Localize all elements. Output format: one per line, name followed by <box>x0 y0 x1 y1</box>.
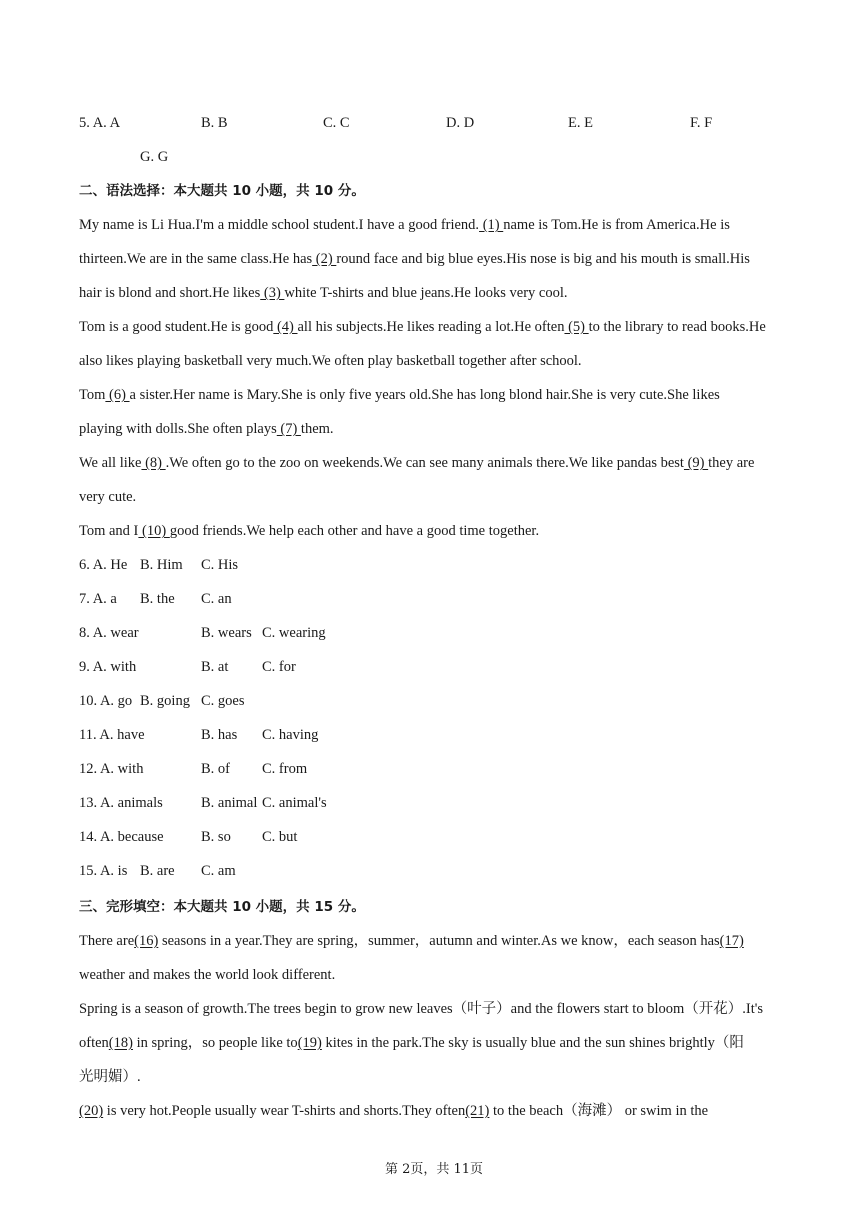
blank-21: (21) <box>465 1103 490 1119</box>
option-b: B. the <box>140 591 175 607</box>
blank-17: (17) <box>719 933 744 949</box>
option-a: 14. A. because <box>79 829 164 845</box>
passage-line: hair is blond and short.He likes (3) white T-shirts and blue jeans.He looks very cool. <box>79 285 568 301</box>
blank-8: (8) <box>141 455 166 471</box>
option-a: 9. A. with <box>79 659 137 675</box>
option-c: C. from <box>262 761 308 777</box>
option-c: C. am <box>201 863 236 879</box>
blank-5: (5) <box>564 319 589 335</box>
blank-20: (20) <box>79 1103 104 1119</box>
option-b: B. are <box>140 863 175 879</box>
option-c: C. for <box>262 659 296 675</box>
passage-line: also likes playing basketball very much.We often play basketball together after school. <box>79 353 582 369</box>
option-b: B. B <box>201 115 228 131</box>
option-e: E. E <box>568 115 593 131</box>
passage-line: very cute. <box>79 489 137 505</box>
option-b: B. of <box>201 761 230 777</box>
option-b: B. animal <box>201 795 258 811</box>
option-a: 10. A. go <box>79 693 133 709</box>
blank-3: (3) <box>260 285 285 301</box>
passage-line: Tom (6) a sister.Her name is Mary.She is only five years old.She has long blond hair.She is very cute.She likes <box>79 387 720 403</box>
option-a: 11. A. have <box>79 727 145 743</box>
option-c: C. having <box>262 727 319 743</box>
blank-9: (9) <box>683 455 709 471</box>
blank-1: (1) <box>479 217 504 233</box>
option-c: C. but <box>262 829 298 845</box>
option-a: 13. A. animals <box>79 795 163 811</box>
option-b: B. has <box>201 727 238 743</box>
passage-line: often(18) in spring，so people like to(19) kites in the park.The sky is usually blue and the sun shines brightly（阳 <box>79 1035 744 1051</box>
passage-line: weather and makes the world look different. <box>79 967 336 983</box>
blank-18: (18) <box>108 1035 133 1051</box>
option-c: C. His <box>201 557 239 573</box>
passage-line: playing with dolls.She often plays (7) them. <box>79 421 334 437</box>
passage-line: Tom is a good student.He is good (4) all his subjects.He likes reading a lot.He often (5) to the library to read books.He <box>79 319 766 335</box>
option-c: C. goes <box>201 693 245 709</box>
option-a: 8. A. wear <box>79 625 139 641</box>
option-a: 5. A. A <box>79 115 121 131</box>
option-a: 7. A. a <box>79 591 117 607</box>
option-c: C. an <box>201 591 232 607</box>
option-b: B. wears <box>201 625 252 641</box>
option-a: 15. A. is <box>79 863 128 879</box>
blank-16: (16) <box>134 933 159 949</box>
blank-6: (6) <box>105 387 130 403</box>
option-b: B. going <box>140 693 190 709</box>
passage-line: 光明媚）. <box>79 1069 141 1085</box>
blank-4: (4) <box>273 319 298 335</box>
option-f: F. F <box>690 115 713 131</box>
blank-19: (19) <box>297 1035 322 1051</box>
option-b: B. Him <box>140 557 183 573</box>
passage-line: (20) is very hot.People usually wear T-shirts and shorts.They often(21) to the beach（海滩） or swim in the <box>79 1103 709 1119</box>
option-d: D. D <box>446 115 475 131</box>
page-footer: 第 2页，共 11页 <box>384 1162 484 1177</box>
blank-10: (10) <box>138 523 170 539</box>
option-c: C. C <box>323 115 350 131</box>
section-3-heading: 三、完形填空：本大题共 10 小题，共 15 分。 <box>79 899 365 915</box>
section-2-heading: 二、语法选择：本大题共 10 小题，共 10 分。 <box>79 183 365 199</box>
blank-7: (7) <box>276 421 301 437</box>
option-b: B. at <box>201 659 229 675</box>
option-a: 6. A. He <box>79 557 128 573</box>
option-g: G. G <box>140 149 169 165</box>
passage-line: thirteen.We are in the same class.He has (2) round face and big blue eyes.His nose is big and his mouth is small.His <box>79 251 750 267</box>
passage-line: My name is Li Hua.I'm a middle school student.I have a good friend. (1) name is Tom.He is from America.He is <box>79 217 730 233</box>
passage-line: Tom and I (10) good friends.We help each other and have a good time together. <box>79 523 540 539</box>
option-c: C. animal's <box>262 795 327 811</box>
passage-line: We all like (8) .We often go to the zoo on weekends.We can see many animals there.We like pandas best (9) they are <box>79 455 755 471</box>
blank-2: (2) <box>312 251 337 267</box>
passage-line: Spring is a season of growth.The trees begin to grow new leaves（叶子）and the flowers start to bloom（开花）.It's <box>79 1001 763 1017</box>
option-c: C. wearing <box>262 625 326 641</box>
option-a: 12. A. with <box>79 761 144 777</box>
passage-line: There are(16) seasons in a year.They are spring，summer，autumn and winter.As we know，each season has(17) <box>79 933 744 949</box>
option-b: B. so <box>201 829 231 845</box>
